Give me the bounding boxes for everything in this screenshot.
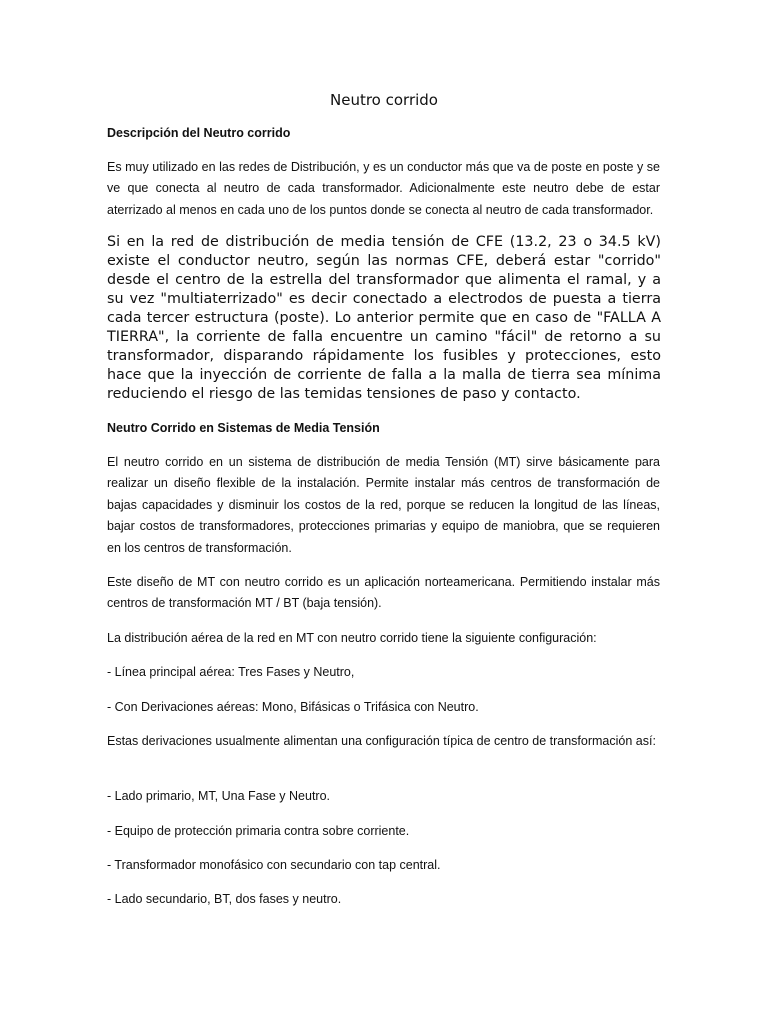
section-heading-medium-voltage: Neutro Corrido en Sistemas de Media Tensión xyxy=(107,421,380,435)
section-heading-description: Descripción del Neutro corrido xyxy=(107,126,291,140)
list-item: - Con Derivaciones aéreas: Mono, Bifásicas o Trifásica con Neutro. xyxy=(107,700,479,714)
paragraph-mt-purpose: El neutro corrido en un sistema de distribución de media Tensión (MT) sirve básicamente para realizar un diseño flexible de la instalación. Permite instalar más centros de transformación de bajas capacidades y disminuir los costos de la red, porque se reducen la longitud de las líneas, bajar costos de transformadores, protecciones primarias y equipo de maniobra, que se requieren en los centros de transformación. xyxy=(107,455,660,555)
paragraph-derivations: Estas derivaciones usualmente alimentan una configuración típica de centro de transformación así: xyxy=(107,734,656,748)
list-item: - Transformador monofásico con secundario con tap central. xyxy=(107,858,441,872)
paragraph-cfe-standard: Si en la red de distribución de media tensión de CFE (13.2, 23 o 34.5 kV) existe el conductor neutro, según las normas CFE, deberá estar "corrido" desde el centro de la estrella del transformador que alimenta el ramal, y a su vez "multiaterrizado" es decir conectado a electrodos de puesta a tierra cada tercer estructura (poste). Lo anterior permite que en caso de "FALLA A TIERRA", la corriente de falla encuentre un camino "fácil" de retorno a su transformador, disparando rápidamente los fusibles y protecciones, esto hace que la inyección de corriente de falla a la malla de tierra sea mínima reduciendo el riesgo de las temidas tensiones de paso y contacto. xyxy=(107,234,661,402)
list-item: - Lado primario, MT, Una Fase y Neutro. xyxy=(107,789,330,803)
paragraph-configuration-intro: La distribución aérea de la red en MT con neutro corrido tiene la siguiente configuración: xyxy=(107,631,597,645)
paragraph-mt-design: Este diseño de MT con neutro corrido es un aplicación norteamericana. Permitiendo instalar más centros de transformación MT / BT (baja tensión). xyxy=(107,575,660,611)
document-title: Neutro corrido xyxy=(330,91,438,109)
list-item: - Lado secundario, BT, dos fases y neutro. xyxy=(107,892,342,906)
paragraph-description-intro: Es muy utilizado en las redes de Distribución, y es un conductor más que va de poste en poste y se ve que conecta al neutro de cada transformador. Adicionalmente este neutro debe de estar aterrizado al menos en cada uno de los puntos donde se conecta al neutro de cada transformador. xyxy=(107,160,660,217)
list-item: - Equipo de protección primaria contra sobre corriente. xyxy=(107,824,410,838)
list-item: - Línea principal aérea: Tres Fases y Neutro, xyxy=(107,665,355,679)
